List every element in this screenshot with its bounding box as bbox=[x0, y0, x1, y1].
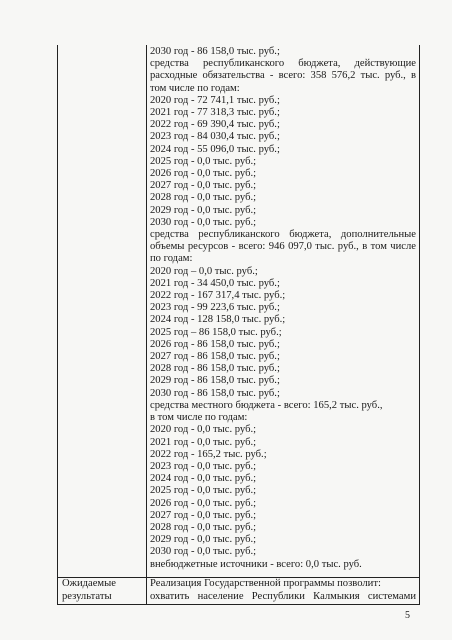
text-line: 2023 год - 99 223,6 тыс. руб.; bbox=[150, 302, 280, 314]
text-line: 2021 год - 0,0 тыс. руб.; bbox=[150, 436, 257, 448]
page-number: 5 bbox=[405, 610, 410, 621]
text-line: 2030 год - 86 158,0 тыс. руб.; bbox=[150, 387, 280, 399]
text-line: 2028 год - 0,0 тыс. руб.; bbox=[150, 192, 257, 204]
text-line: 2027 год - 0,0 тыс. руб.; bbox=[150, 509, 257, 521]
column-divider bbox=[146, 45, 147, 605]
text-line: 2025 год - 0,0 тыс. руб.; bbox=[150, 485, 257, 497]
text-line: 2020 год – 0,0 тыс. руб.; bbox=[150, 265, 258, 277]
text-line: 2023 год - 84 030,4 тыс. руб.; bbox=[150, 131, 280, 143]
text-line: внебюджетные источники - всего: 0,0 тыс. руб. bbox=[150, 558, 362, 570]
text-line: 2029 год - 0,0 тыс. руб.; bbox=[150, 534, 257, 546]
text-line: 2029 год - 86 158,0 тыс. руб.; bbox=[150, 375, 280, 387]
text-line: 2020 год - 72 741,1 тыс. руб.; bbox=[150, 94, 280, 106]
expected-results-label bbox=[62, 578, 144, 603]
text-line: 2025 год - 0,0 тыс. руб.; bbox=[150, 155, 257, 167]
funding-cell bbox=[150, 46, 416, 571]
expected-results-text bbox=[150, 578, 416, 603]
text-line: по годам: bbox=[150, 253, 193, 265]
text-line: 2024 год - 128 158,0 тыс. руб.; bbox=[150, 314, 286, 326]
result-line: охватить население Республики Калмыкия системами bbox=[150, 590, 416, 602]
label-line: Ожидаемые bbox=[62, 578, 116, 589]
text-line: 2025 год – 86 158,0 тыс. руб.; bbox=[150, 326, 282, 338]
text-line: 2021 год - 34 450,0 тыс. руб.; bbox=[150, 277, 280, 289]
text-line: 2026 год - 0,0 тыс. руб.; bbox=[150, 497, 257, 509]
text-line: 2024 год - 55 096,0 тыс. руб.; bbox=[150, 143, 280, 155]
text-line: 2022 год - 165,2 тыс. руб.; bbox=[150, 448, 267, 460]
text-line: 2030 год - 86 158,0 тыс. руб.; bbox=[150, 46, 280, 57]
text-line: 2030 год - 0,0 тыс. руб.; bbox=[150, 546, 257, 558]
text-line: 2023 год - 0,0 тыс. руб.; bbox=[150, 460, 257, 472]
text-line: 2022 год - 167 317,4 тыс. руб.; bbox=[150, 290, 286, 302]
text-line: 2020 год - 0,0 тыс. руб.; bbox=[150, 424, 257, 436]
text-line: средства республиканского бюджета, действующие bbox=[150, 58, 416, 70]
text-line: 2021 год - 77 318,3 тыс. руб.; bbox=[150, 107, 280, 119]
text-line: 2027 год - 0,0 тыс. руб.; bbox=[150, 180, 257, 192]
text-line: том числе по годам: bbox=[150, 82, 240, 94]
text-line: 2024 год - 0,0 тыс. руб.; bbox=[150, 473, 257, 485]
text-line: средства республиканского бюджета, дополнительные bbox=[150, 229, 416, 241]
text-line: 2029 год - 0,0 тыс. руб.; bbox=[150, 204, 257, 216]
result-line: Реализация Государственной программы позволит: bbox=[150, 578, 381, 589]
text-line: 2026 год - 86 158,0 тыс. руб.; bbox=[150, 338, 280, 350]
text-line: 2028 год - 0,0 тыс. руб.; bbox=[150, 521, 257, 533]
text-line: 2026 год - 0,0 тыс. руб.; bbox=[150, 168, 257, 180]
text-line: 2030 год - 0,0 тыс. руб.; bbox=[150, 216, 257, 228]
text-line: 2028 год - 86 158,0 тыс. руб.; bbox=[150, 363, 280, 375]
text-line: 2022 год - 69 390,4 тыс. руб.; bbox=[150, 119, 280, 131]
text-line: средства местного бюджета - всего: 165,2 тыс. руб., bbox=[150, 399, 383, 411]
text-line: в том числе по годам: bbox=[150, 412, 248, 424]
text-line: 2027 год - 86 158,0 тыс. руб.; bbox=[150, 351, 280, 363]
label-line: результаты bbox=[62, 590, 112, 602]
text-line: объемы ресурсов - всего: 946 097,0 тыс. руб., в том числе bbox=[150, 241, 416, 253]
text-line: расходные обязательства - всего: 358 576,2 тыс. руб., в bbox=[150, 70, 416, 82]
